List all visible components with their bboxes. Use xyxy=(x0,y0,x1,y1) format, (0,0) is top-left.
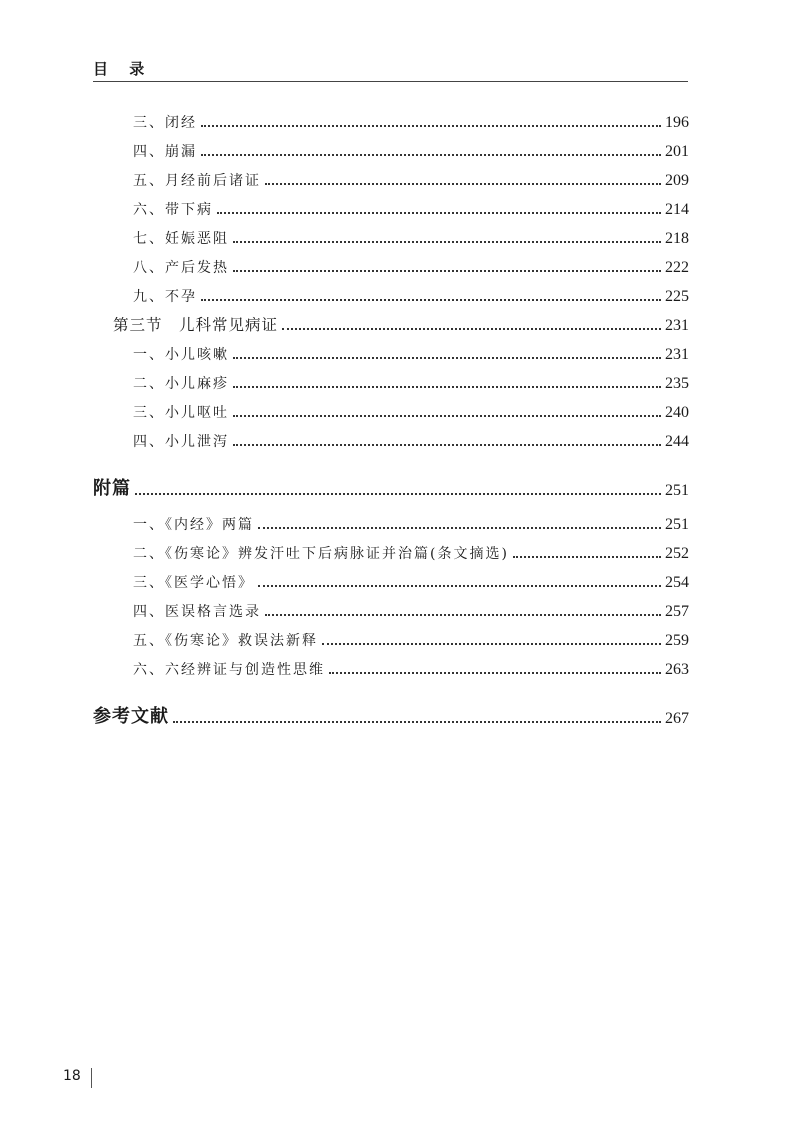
toc-entry-page: 263 xyxy=(665,661,689,678)
toc-entry-title: 参考文献 xyxy=(93,706,169,727)
toc-entry-page: 257 xyxy=(665,603,689,620)
toc-entry-page: 251 xyxy=(665,516,689,533)
toc-entry-title: 第三节 儿科常见病证 xyxy=(113,316,279,334)
toc-entry-page: 222 xyxy=(665,259,689,276)
dot-leader xyxy=(201,125,661,127)
dot-leader xyxy=(233,241,661,243)
toc-entry-title: 七、妊娠恶阻 xyxy=(133,231,229,247)
toc-entry-page: 259 xyxy=(665,632,689,649)
toc-entry-title: 三、小儿呕吐 xyxy=(133,405,229,421)
toc-entry[interactable] xyxy=(133,168,689,190)
dot-leader xyxy=(233,415,661,417)
dot-leader xyxy=(201,299,661,301)
dot-leader xyxy=(135,493,661,495)
toc-entry-title: 四、医误格言选录 xyxy=(133,604,261,620)
toc-entry[interactable] xyxy=(133,197,689,219)
toc-entry-page: 218 xyxy=(665,230,689,247)
toc-entry[interactable] xyxy=(133,226,689,248)
dot-leader xyxy=(201,154,661,156)
toc-part-entry[interactable] xyxy=(93,706,689,728)
toc-entry[interactable] xyxy=(133,628,689,650)
toc-entry-page: 225 xyxy=(665,288,689,305)
toc-entry-page: 235 xyxy=(665,375,689,392)
toc-entry[interactable] xyxy=(133,599,689,621)
toc-entry[interactable] xyxy=(133,400,689,422)
toc-part-entry[interactable] xyxy=(93,478,689,500)
toc-entry-title: 九、不孕 xyxy=(133,289,197,305)
toc-entry-title: 三、《医学心悟》 xyxy=(133,575,254,591)
toc-section-entry[interactable] xyxy=(113,313,689,335)
running-header: 目 录 xyxy=(93,60,153,78)
toc-entry[interactable] xyxy=(133,255,689,277)
toc-entry-title: 一、《内经》两篇 xyxy=(133,517,254,533)
toc-entry[interactable] xyxy=(133,570,689,592)
toc-entry-title: 二、《伤寒论》辨发汗吐下后病脉证并治篇(条文摘选) xyxy=(133,546,509,562)
toc-entry-page: 231 xyxy=(665,317,689,334)
toc-entry-page: 267 xyxy=(665,710,689,727)
toc-entry-title: 三、闭经 xyxy=(133,115,197,131)
toc-entry-page: 240 xyxy=(665,404,689,421)
dot-leader xyxy=(233,270,661,272)
toc-entry[interactable] xyxy=(133,110,689,132)
toc-entry-title: 五、月经前后诸证 xyxy=(133,173,261,189)
dot-leader xyxy=(258,527,661,529)
toc-entry-title: 一、小儿咳嗽 xyxy=(133,347,229,363)
toc-entry-title: 六、带下病 xyxy=(133,202,213,218)
dot-leader xyxy=(265,183,661,185)
toc-entry-title: 附篇 xyxy=(93,478,131,499)
toc-entry-page: 209 xyxy=(665,172,689,189)
toc-entry[interactable] xyxy=(133,139,689,161)
toc-entry-title: 四、崩漏 xyxy=(133,144,197,160)
dot-leader xyxy=(322,643,661,645)
dot-leader xyxy=(173,721,661,723)
toc-entry-title: 六、六经辨证与创造性思维 xyxy=(133,662,325,678)
dot-leader xyxy=(233,386,661,388)
toc-entry[interactable] xyxy=(133,541,689,563)
toc-entry[interactable] xyxy=(133,429,689,451)
dot-leader xyxy=(513,556,661,558)
toc-entry-page: 201 xyxy=(665,143,689,160)
dot-leader xyxy=(233,444,661,446)
toc-entry-page: 254 xyxy=(665,574,689,591)
toc-entry-page: 214 xyxy=(665,201,689,218)
toc-entry-title: 二、小儿麻疹 xyxy=(133,376,229,392)
dot-leader xyxy=(282,328,661,330)
dot-leader xyxy=(265,614,661,616)
toc-entry[interactable] xyxy=(133,512,689,534)
dot-leader xyxy=(258,585,661,587)
toc-entry[interactable] xyxy=(133,657,689,679)
toc-entry-page: 252 xyxy=(665,545,689,562)
toc-entry-title: 五、《伤寒论》救误法新释 xyxy=(133,633,318,649)
page-number: 18 xyxy=(63,1068,81,1084)
toc-entry[interactable] xyxy=(133,371,689,393)
toc-entry-page: 251 xyxy=(665,482,689,499)
toc-entry-title: 八、产后发热 xyxy=(133,260,229,276)
dot-leader xyxy=(329,672,661,674)
dot-leader xyxy=(233,357,661,359)
toc-entry[interactable] xyxy=(133,284,689,306)
toc-entry-title: 四、小儿泄泻 xyxy=(133,434,229,450)
dot-leader xyxy=(217,212,661,214)
toc-entry[interactable] xyxy=(133,342,689,364)
toc-entry-page: 231 xyxy=(665,346,689,363)
footer-divider xyxy=(91,1068,92,1088)
toc-entry-page: 196 xyxy=(665,114,689,131)
toc-entry-page: 244 xyxy=(665,433,689,450)
